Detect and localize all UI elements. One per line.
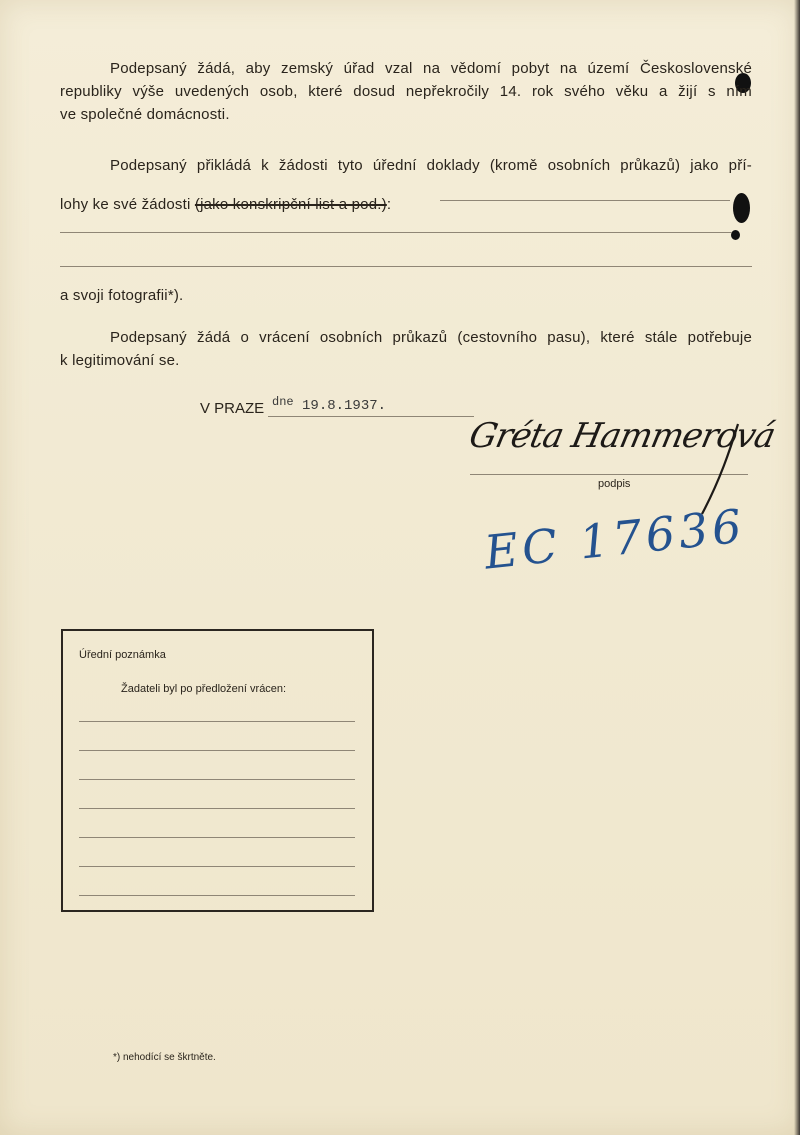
- paragraph-photo: a svoji fotografii*).: [60, 287, 184, 304]
- note-line: [79, 750, 355, 751]
- place-label: V PRAZE: [200, 400, 265, 417]
- struck-text: (jako konskripční list a pod.): [194, 196, 387, 213]
- signature-label: podpis: [598, 478, 631, 490]
- paragraph-2-line-2: lohy ke své žádosti (jako konskripční list a pod.):: [60, 196, 392, 213]
- note-line: [79, 779, 355, 780]
- note-line: [79, 837, 355, 838]
- official-note-box: [61, 629, 374, 912]
- date-label: dne: [272, 395, 294, 409]
- official-note-title: Úřední poznámka: [79, 649, 166, 661]
- date-value: 19.8.1937.: [302, 398, 387, 414]
- paragraph-4-line-1: Podepsaný žádá o vrácení osobních průkazů (cestovního pasu), které stále potřebuje: [110, 329, 752, 346]
- note-line: [79, 808, 355, 809]
- paragraph-residence-notice: [60, 57, 752, 126]
- note-line: [79, 866, 355, 867]
- paragraph-1-line-2: republiky výše uvedených osob, které dosud nepřekročily 14. rok svého věku a žijí s ním: [60, 83, 752, 100]
- attachments-blank-line-2: [60, 232, 732, 233]
- date-field: [272, 395, 387, 414]
- attachments-blank-line-1: [440, 200, 730, 201]
- attachments-blank-line-3: [60, 266, 752, 267]
- note-line: [79, 721, 355, 722]
- footnote: *) nehodící se škrtněte.: [113, 1052, 216, 1063]
- paragraph-1-line-3: ve společné domácnosti.: [60, 106, 230, 123]
- date-underline: [268, 416, 474, 417]
- reference-number: EC 17636: [481, 498, 748, 580]
- paragraph-4-line-2: k legitimování se.: [60, 352, 180, 369]
- punch-hole-small: [731, 230, 740, 240]
- handwritten-signature: Gréta Hammerová: [465, 416, 779, 456]
- paragraph-return-documents: [60, 326, 752, 372]
- paragraph-1-line-1: Podepsaný žádá, aby zemský úřad vzal na vědomí pobyt na území Československé: [110, 60, 752, 77]
- page-edge-shadow: [794, 0, 800, 1135]
- paragraph-2-line-1: Podepsaný přikládá k žádosti tyto úřední doklady (kromě osobních průkazů) jako pří-: [110, 157, 752, 174]
- note-line: [79, 895, 355, 896]
- official-note-subtitle: Žadateli byl po předložení vrácen:: [121, 683, 287, 695]
- paragraph-attachments: [60, 146, 752, 224]
